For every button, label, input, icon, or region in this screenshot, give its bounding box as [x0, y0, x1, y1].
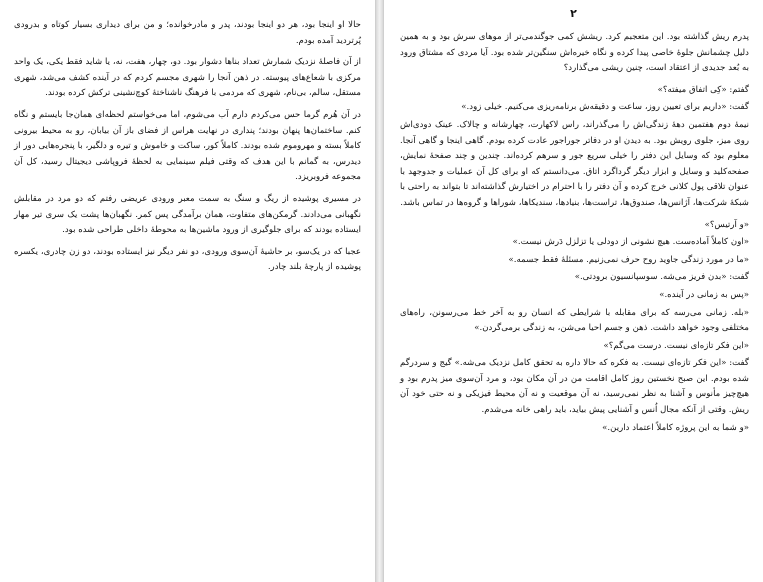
paragraph: در آن هُرم گرما حس می‌کردم دارم آب می‌شوم، اما می‌خواستم لحظه‌ای همان‌جا بایستم و نگاه کنم. ساختمان‌ها پنهان بودند؛ پنداری در نهایت هراس از فضای باز آن بیابان، رو به محیط بیرونی کاملاً بسته و مهروموم شده بودند. کاملاً کور، ساکت و خاموش و تیره و دلگیر، با پنجره‌هایی دور از دیدرس، به گمانم با این هدف که وقتی فیلم سینمایی به لحظهٔ فروپاشی دیجیتال رسید، کل آن مجموعه فروبریزد.	[14, 109, 361, 183]
paragraph: عجبا که در یک‌سو، بر حاشیهٔ آن‌سوی ورودی، دو نفر دیگر نیز ایستاده بودند، دو زن چادری، یکسره پوشیده از پارچهٔ بلند چادر.	[14, 246, 361, 273]
paragraph: گفت: «بدن فریز می‌شه. سوسپانسیون برودتی.»	[574, 272, 749, 283]
right-page	[383, 0, 763, 582]
paragraph: گفت: «داریم برای تعیین روز، ساعت و دقیقه‌ش برنامه‌ریزی می‌کنیم. خیلی زود.»	[461, 102, 749, 113]
paragraph: «و شما به این پروژه کاملاً اعتماد دارین.»	[602, 422, 749, 433]
paragraph: «ما در مورد زندگی جاوید روح حرف نمی‌زنیم. مسئلهٔ فقط جسمه.»	[508, 254, 749, 265]
paragraph: نیمهٔ دوم هفتمین دههٔ زندگی‌اش را می‌گذراند، راس لاکهارت، چهارشانه و چالاک. عینک دودی‌اش روی میز، جلوی رویش بود. به دیدن او در دفاتر جوراجور عادت کرده بودم. گاهی اینجا و گاهی آنجا. معلوم بود که وسایل این دفتر را خیلی سریع جور و سرهم کرده‌اند. چندین و چند صفحهٔ نمایش، صفحه‌کلید و وسایل و ابزار دیگر گرداگرد اتاق. می‌دانستم که او برای کل آن عملیات و جدوجهد با عنوان تلاقی پول کلانی خرج کرده و آن دفتر را با احترام در اختیارش گذاشته‌اند تا بتواند به راحتی با شبکهٔ شرکت‌ها، آژانس‌ها، صندوق‌ها، تراست‌ها، بنیادها، سندیکاها، شوراها و گروه‌ها در تماس باشد.	[400, 119, 749, 208]
book-gutter	[376, 0, 383, 582]
paragraph: در مسیری پوشیده از ریگ و سنگ به سمت معبر ورودی عریضی رفتم که دو مرد در مقابلش نگهبانی می‌دادند. گرمکن‌های متفاوت، همان برآمدگی پس کمر. نگهبان‌ها پشت یک سری تیر مهار ایستاده بودند که برای جلوگیری از ورود ماشین‌ها به محوطهٔ داخلی طراحی شده بود.	[14, 193, 361, 236]
left-page-text	[14, 18, 361, 282]
paragraph: «این فکر تازه‌ای نیست. درست می‌گم؟»	[603, 340, 749, 351]
paragraph: گفت: «این فکر تازه‌ای نیست. به فکره که حالا داره به تحقق کامل نزدیک می‌شه.» گیج و سردرگم شده بودم. این صبح نخستین روز کامل اقامت من در آن مکان بود، و مرد آن‌سوی میز پدرم بود و هیچ‌چیز مأنوس و آشنا به نظر نمی‌رسید، نه آن موقعیت و نه آن محیط فیزیکی و نه حتی خود آن ریش. وقتی از آنکه مجال اُنس و آشنایی پیش بیاید، باید راهی خانه می‌شدم.	[400, 358, 749, 416]
paragraph: از آن فاصلهٔ نزدیک شمارش تعداد بناها دشوار بود. دو، چهار، هفت، نه، یا شاید فقط یکی، یک واحد مرکزی با شعاع‌های پیوسته. در ذهن آنجا را شهری مجسم کردم که در آینده کشف می‌شد، شهری مستقل، سالم، بی‌نام، شهری که مردمی با فرهنگ ناشناختهٔ کوچ‌نشینی ترکش کرده بودند.	[14, 57, 361, 99]
paragraph: «بله. زمانی می‌رسه که برای مقابله با شرایطی که انسان رو به آخر خط می‌رسونن، راه‌های مختلفی وجود خواهد داشت. ذهن و جسم احیا می‌شن، به زندگی برمی‌گردن.»	[400, 307, 749, 334]
paragraph: «و آرتیس؟»	[704, 219, 749, 230]
paragraph: پدرم ریش گذاشته بود. این متعجبم کرد. ریشش کمی جوگندمی‌تر از موهای سرش بود و به همین دلیل چشمانش جلوهٔ خاصی پیدا کرده و نگاه خیره‌اش سنگین‌تر شده بود. آیا مردی که مشتاق ورود به بُعد جدیدی از اعتقاد است، چنین ریشی می‌گذارد؟	[400, 32, 749, 74]
page-number: ۲	[570, 7, 577, 20]
left-page	[0, 0, 376, 582]
right-page-text	[400, 30, 749, 438]
paragraph: «پس به زمانی در آینده.»	[659, 289, 749, 300]
paragraph: حالا او اینجا بود، هر دو اینجا بودند، پدر و مادرخوانده؛ و من برای دیداری بسیار کوتاه و بدرودی پُرتردید آمده بودم.	[14, 20, 361, 46]
paragraph: گفتم: «کِی اتفاق میفته؟»	[657, 84, 749, 95]
paragraph: «اون کاملاً آماده‌ست. هیچ نشونی از دودلی یا تزلزل دَرش نیست.»	[512, 237, 749, 248]
